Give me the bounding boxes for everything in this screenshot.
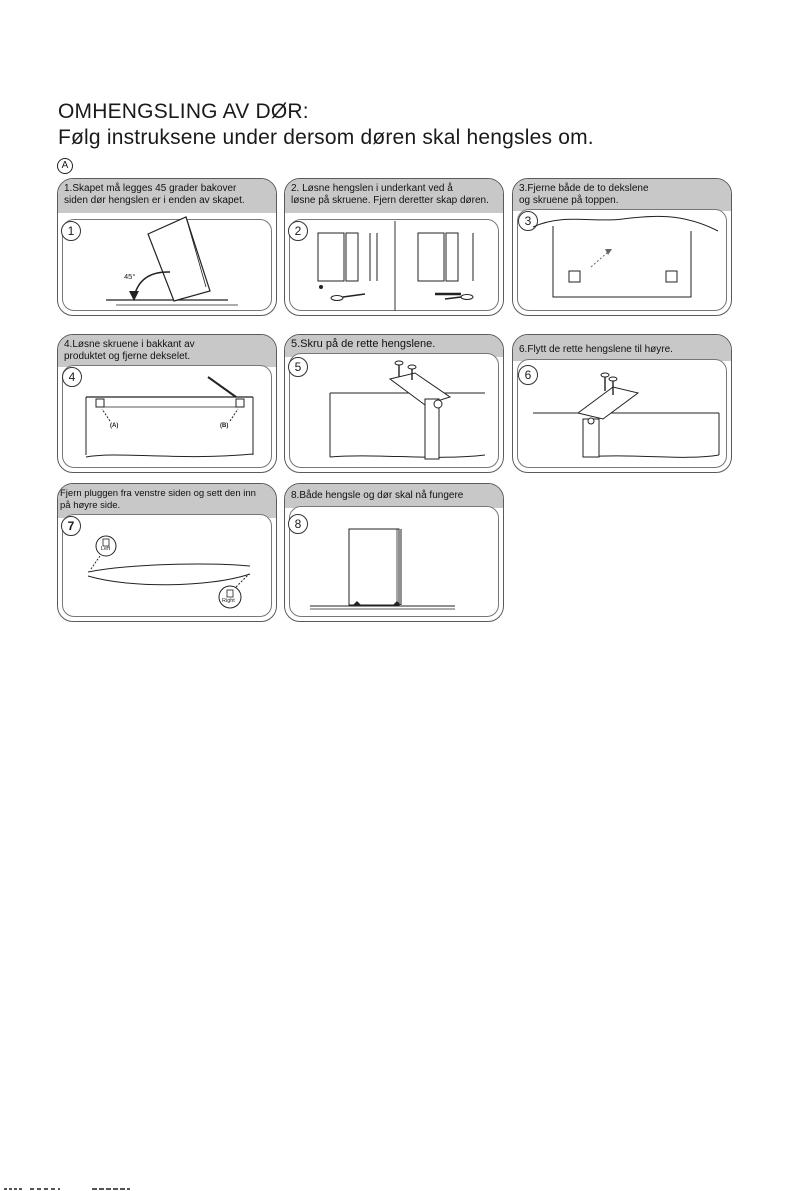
step-2-number: 2 [288,221,308,241]
step-4-panel [57,334,277,473]
step-5-panel [284,334,504,473]
step-3-drawing [513,179,731,315]
step-4-label-a: (A) [110,423,119,429]
step-5-text: 5.Skru på de rette hengslene. [285,335,503,357]
step-4-number: 4 [62,367,82,387]
step-8-number: 8 [288,514,308,534]
step-7-number: 7 [61,516,81,536]
step-8-text: 8.Både hengsle og dør skal nå fungere [285,484,503,508]
step-2-drawing [285,179,503,315]
step-1-text: 1.Skapet må legges 45 grader bakover siden dør hengslen er i enden av skapet. [58,179,276,213]
step-6-text: 6.Flytt de rette hengslene til høyre. [513,335,731,361]
step-4-drawing [58,335,276,472]
step-6-panel [512,334,732,473]
step-7-drawing [58,484,276,621]
page-title: OMHENGSLING AV DØR: [58,100,309,123]
step-3-number: 3 [518,211,538,231]
step-8-drawing [285,484,503,621]
page-edge-mark [0,1187,140,1191]
step-4-label-b: (B) [220,423,229,429]
step-6-drawing [513,335,731,472]
step-3-panel [512,178,732,316]
step-7-panel [57,483,277,622]
step-1-panel [57,178,277,316]
step-6-number: 6 [518,365,538,385]
step-7-text: Fjern pluggen fra venstre siden og sett den inn på høyre side. [58,484,276,518]
step-1-number: 1 [61,221,81,241]
step-3-text: 3.Fjerne både de to dekslene og skruene på toppen. [513,179,731,211]
step-4-text: 4.Løsne skruene i bakkant av produktet og fjerne dekselet. [58,335,276,367]
step-5-number: 5 [288,357,308,377]
section-marker-a: A [57,158,73,174]
step-7-label-right: Right [222,598,235,604]
step-8-panel [284,483,504,622]
step-5-drawing [285,335,503,472]
step-2-text: 2. Løsne hengslen i underkant ved å løsne på skruene. Fjern deretter skap døren. [285,179,503,213]
page-subtitle: Følg instruksene under dersom døren skal hengsles om. [58,126,594,149]
step-1-drawing [58,179,276,315]
step-2-panel [284,178,504,316]
step-7-label-left: Left [101,546,111,552]
step-1-angle-label: 45° [124,272,136,281]
